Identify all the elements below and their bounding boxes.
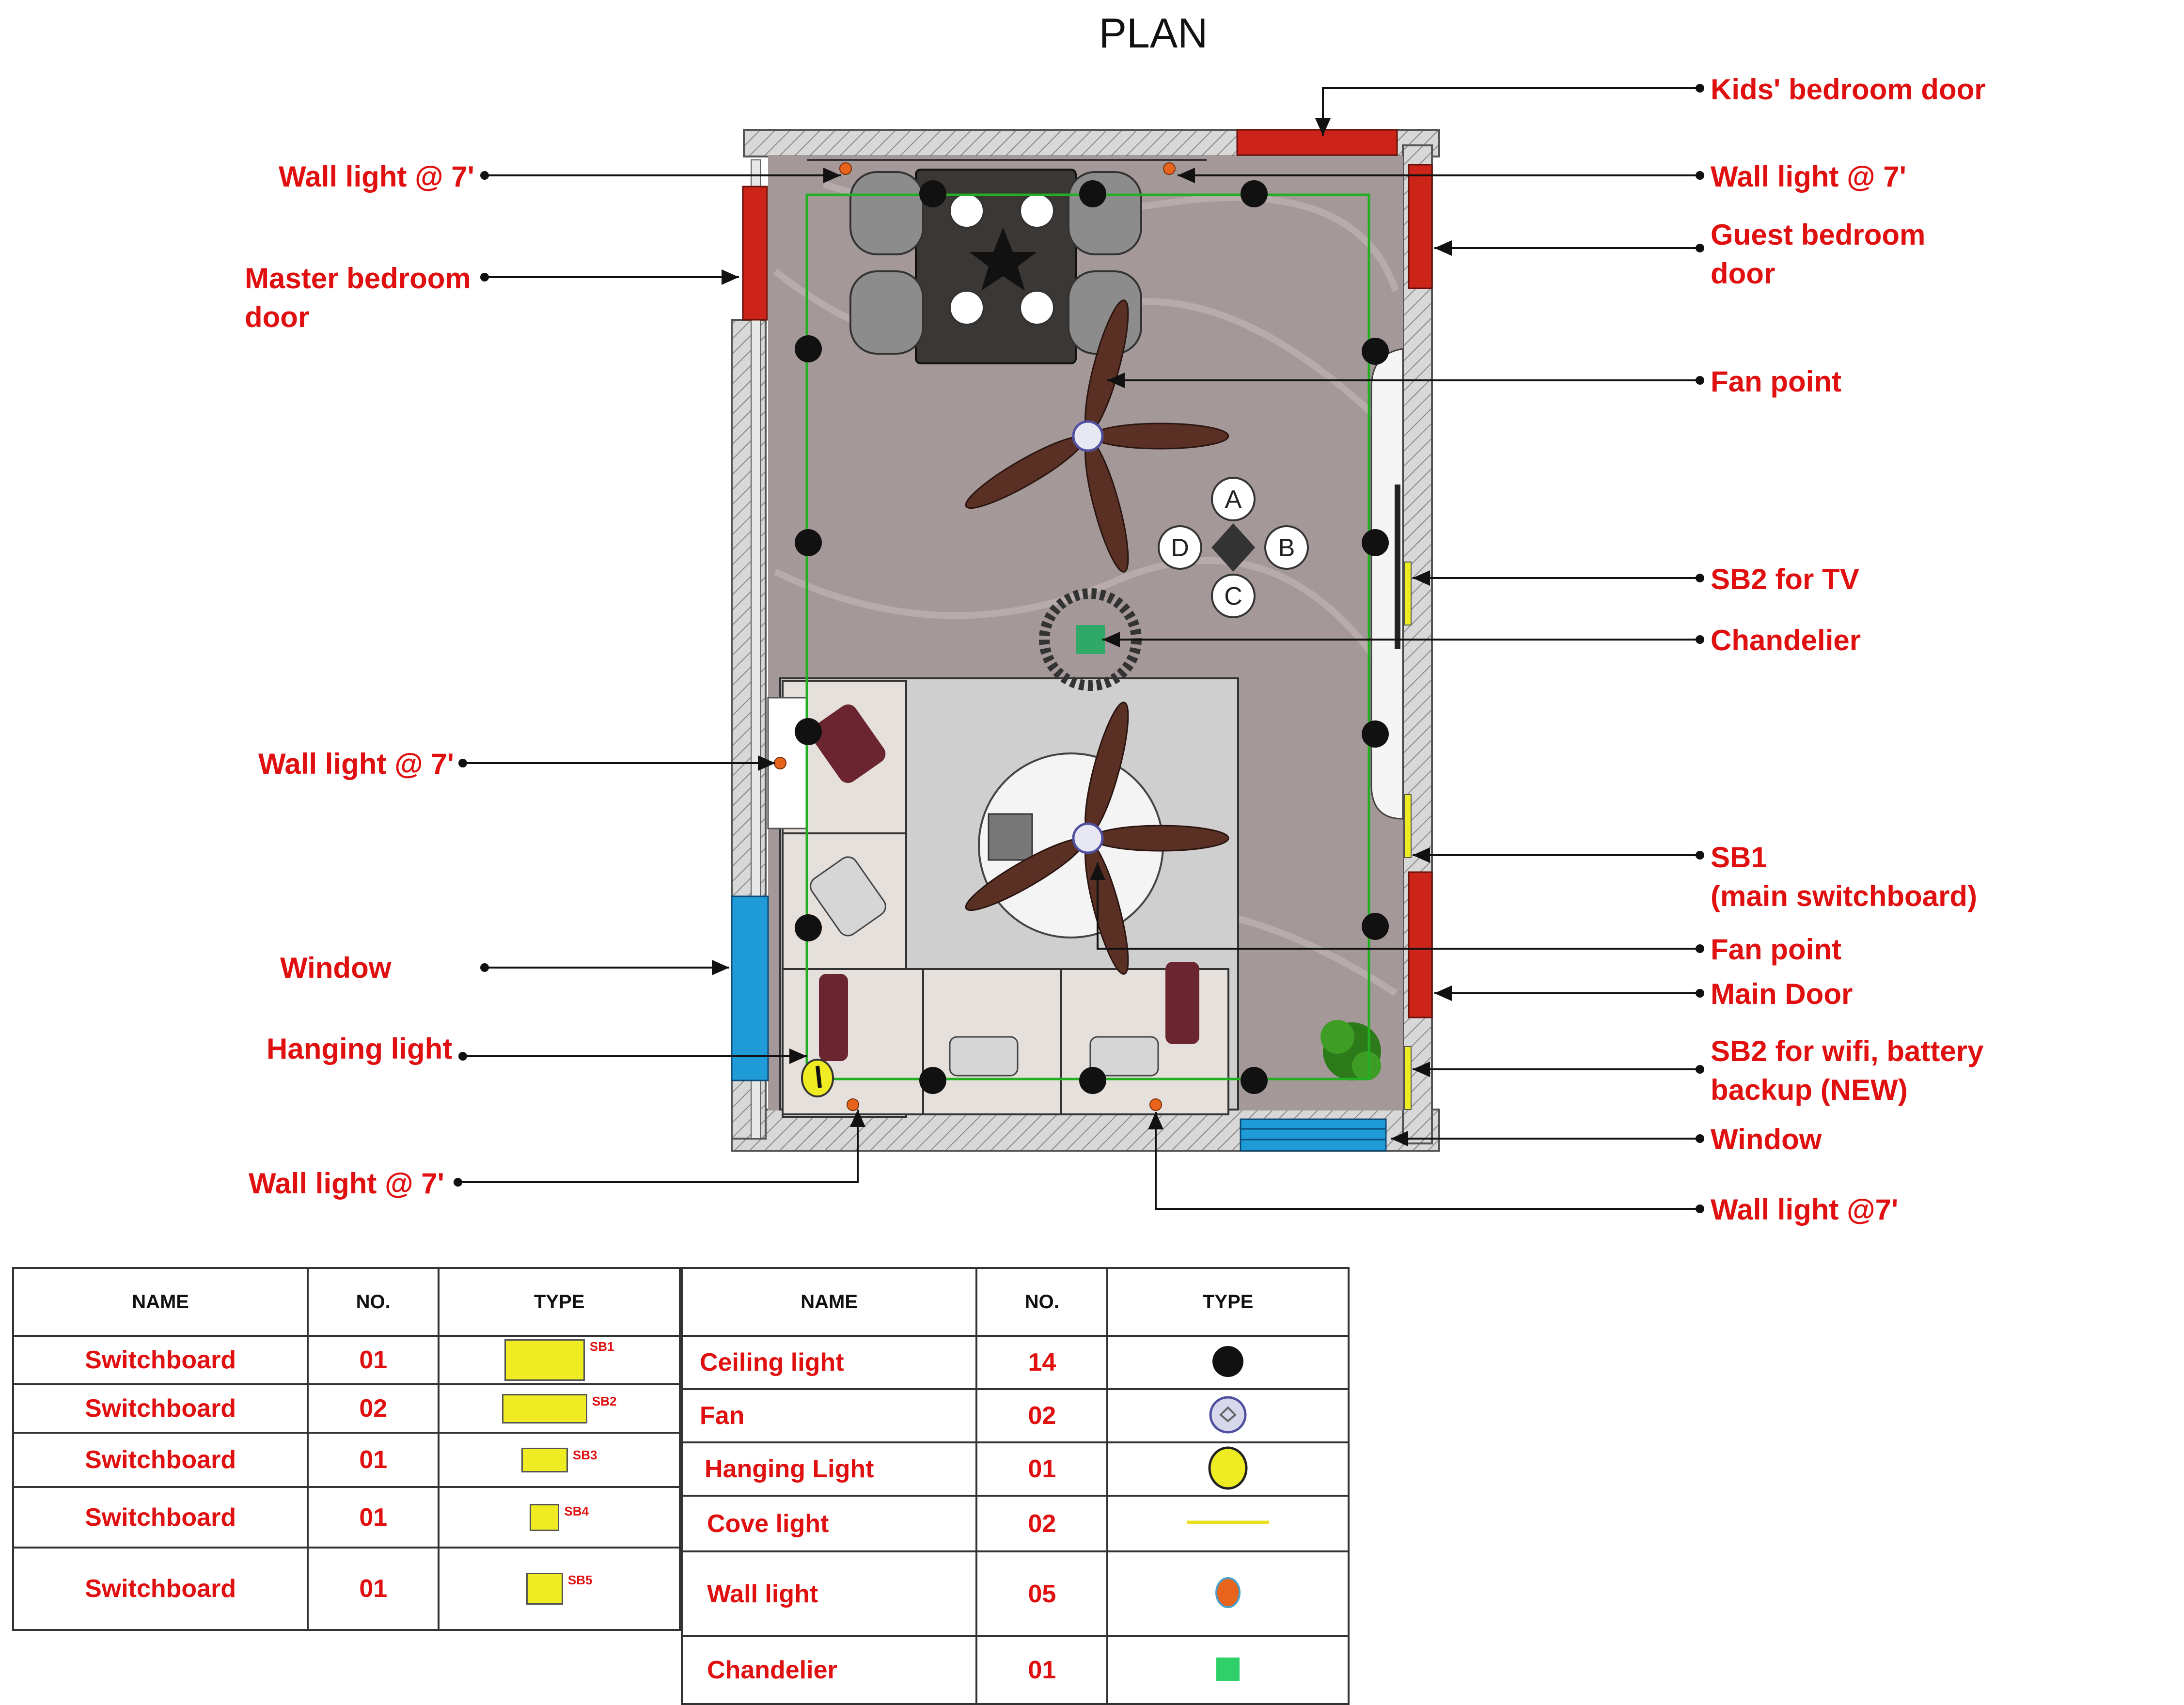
ceiling-light-icon [1362,338,1389,365]
label-sb2-wifi: SB2 for wifi, battery backup (NEW) [1711,1035,1984,1106]
ceiling-light-icon [795,335,822,362]
sb-tag: SB3 [572,1447,597,1462]
ceiling-light-icon [1079,180,1106,207]
ceiling-light-icon [1209,1342,1247,1381]
row-no: 14 [976,1336,1107,1389]
table-row [682,1496,1349,1551]
row-no: 02 [308,1384,439,1433]
switchboard-sb2-icon [502,1394,587,1423]
label-guest-bedroom-door: Guest bedroom door [1711,219,1926,290]
row-name: Switchboard [13,1548,308,1630]
wall-light-icon [1163,163,1175,174]
row-name: Cove light [682,1496,976,1551]
row-type [1107,1636,1349,1704]
switchboard-sb3-icon [521,1448,568,1472]
row-name: Switchboard [13,1487,308,1548]
row-no: 01 [308,1487,439,1548]
label-fan-point-bottom: Fan point [1711,933,1841,966]
label-master-bedroom-door: Master bedroom door [245,262,471,333]
label-wall-light-top-right: Wall light @ 7' [1711,160,1906,193]
wall-light-icon [840,163,851,174]
switchboard-sb4-icon [530,1504,559,1531]
row-name: Switchboard [13,1336,308,1384]
header-type: TYPE [1107,1268,1349,1336]
label-window-left: Window [280,952,392,984]
compass-a: A [1225,485,1242,514]
row-no: 01 [976,1636,1107,1704]
row-no: 01 [308,1548,439,1630]
window-bottom [1241,1119,1386,1151]
row-type [439,1336,680,1384]
row-name: Wall light [682,1551,976,1636]
header-type: TYPE [439,1268,680,1336]
ceiling-light-icon [795,914,822,941]
switchboard-sb2-wifi [1404,1047,1411,1110]
label-fan-point-top: Fan point [1711,365,1841,398]
compass-c: C [1224,582,1242,610]
table-row [682,1336,1349,1389]
label-wall-light-bottom-left: Wall light @ 7' [249,1167,444,1200]
plan-title: PLAN [1099,10,1208,57]
table-row [682,1636,1349,1704]
ceiling-light-icon [1362,720,1389,748]
table-row [13,1384,680,1433]
row-name: Switchboard [13,1384,308,1433]
label-chandelier: Chandelier [1711,624,1861,657]
ceiling-light-icon [919,180,946,207]
switchboard-sb5-icon [526,1573,563,1605]
main-door [1409,872,1432,1017]
row-no: 02 [976,1389,1107,1442]
ceiling-light-icon [1079,1067,1106,1094]
hanging-light-icon [802,1060,833,1096]
ceiling-light-icon [795,529,822,556]
ceiling-light-icon [1362,529,1389,556]
ceiling-light-icon [1362,913,1389,940]
guest-bedroom-door [1409,165,1432,288]
switchboard-sb1 [1404,795,1411,858]
row-type [439,1487,680,1548]
sb-tag: SB5 [567,1573,593,1587]
sb-tag: SB4 [564,1503,589,1518]
table-row [682,1389,1349,1442]
master-bedroom-door [743,187,767,320]
table-row [13,1487,680,1548]
label-sb2-tv: SB2 for TV [1711,563,1859,595]
fan-icon [1206,1393,1250,1437]
label-kids-bedroom-door: Kids' bedroom door [1711,73,1986,106]
label-hanging-light: Hanging light [267,1032,453,1065]
table-row [13,1433,680,1487]
row-type [1107,1496,1349,1551]
compass-b: B [1278,534,1295,562]
compass-d: D [1171,534,1189,562]
row-no: 01 [308,1336,439,1384]
window-left [732,896,768,1080]
row-name: Fan [682,1389,976,1442]
row-no: 01 [976,1442,1107,1496]
row-name: Chandelier [682,1636,976,1704]
kids-bedroom-door [1237,130,1397,155]
row-type [439,1548,680,1630]
row-type [439,1433,680,1487]
header-no: NO. [308,1268,439,1336]
cove-light-icon [1187,1517,1269,1527]
legend-lighting [681,1267,1350,1705]
wall-light-icon [1213,1576,1242,1610]
row-no: 01 [308,1433,439,1487]
wall-light-icon [1150,1099,1162,1111]
label-window-right: Window [1711,1123,1822,1156]
hanging-light-icon [1206,1445,1250,1491]
row-type [1107,1389,1349,1442]
header-name: NAME [13,1268,308,1336]
label-wall-light-top-left: Wall light @ 7' [279,160,474,193]
table-row [682,1442,1349,1496]
ceiling-light-icon [1241,1067,1268,1094]
sb-tag: SB2 [592,1393,617,1408]
label-wall-light-bottom-right: Wall light @7' [1711,1193,1899,1226]
row-type [439,1384,680,1433]
row-type [1107,1336,1349,1389]
row-name: Hanging Light [682,1442,976,1496]
switchboard-sb2-tv [1404,562,1411,625]
row-type [1107,1442,1349,1496]
chandelier-icon [1213,1655,1242,1684]
table-row [13,1336,680,1384]
ceiling-light-icon [795,718,822,745]
ceiling-light-icon [1241,180,1268,207]
row-no: 05 [976,1551,1107,1636]
label-sb1: SB1 (main switchboard) [1711,841,1978,912]
row-type [1107,1551,1349,1636]
row-name: Switchboard [13,1433,308,1487]
wall-light-icon [847,1099,859,1111]
table-row [13,1548,680,1630]
ceiling-light-icon [919,1067,946,1094]
header-no: NO. [976,1268,1107,1336]
row-no: 02 [976,1496,1107,1551]
sb-tag: SB1 [589,1339,614,1354]
legend-switchboards [12,1267,681,1631]
label-wall-light-mid-left: Wall light @ 7' [258,748,454,780]
wall-light-icon [774,757,786,769]
row-name: Ceiling light [682,1336,976,1389]
table-row [682,1551,1349,1636]
header-name: NAME [682,1268,976,1336]
switchboard-sb1-icon [504,1339,585,1381]
label-main-door: Main Door [1711,978,1853,1010]
